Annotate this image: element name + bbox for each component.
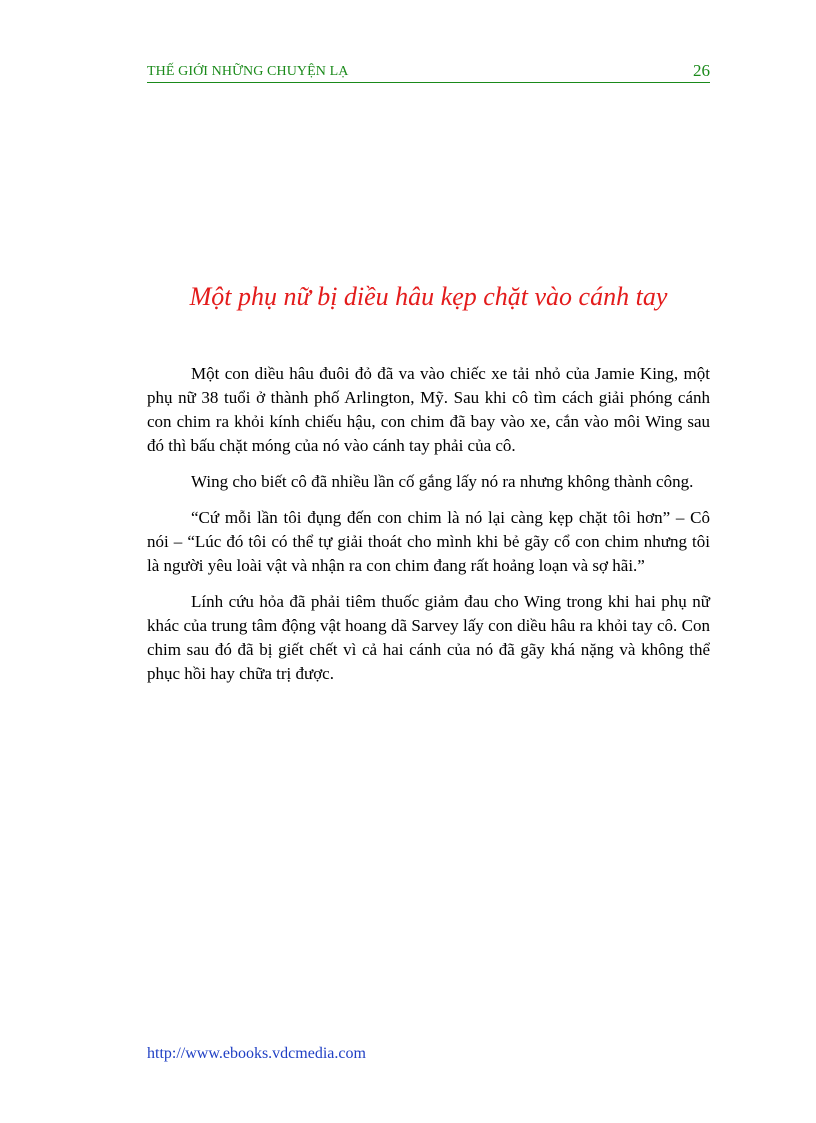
header-title: THẾ GIỚI NHỮNG CHUYỆN LẠ <box>147 64 349 79</box>
running-header <box>147 62 710 83</box>
article-title: Một phụ nữ bị diều hâu kẹp chặt vào cánh tay <box>189 282 668 311</box>
paragraph: Wing cho biết cô đã nhiều lần cố gắng lấy nó ra nhưng không thành công. <box>191 472 694 491</box>
paragraph: Một con diều hâu đuôi đỏ đã va vào chiếc xe tải nhỏ của Jamie King, một phụ nữ 38 tuổi ở thành phố Arlington, Mỹ. Sau khi cô tìm cách giải phóng cánh con chim ra khỏi kính chiếu hậu, con chim đã bay vào xe, cắn vào môi Wing sau đó thì bấu chặt móng của nó vào cánh tay phải của cô. <box>147 364 710 455</box>
footer-link[interactable]: http://www.ebooks.vdcmedia.com <box>147 1045 366 1062</box>
page-number: 26 <box>693 61 710 80</box>
article-body <box>147 362 710 698</box>
paragraph: Lính cứu hỏa đã phải tiêm thuốc giảm đau cho Wing trong khi hai phụ nữ khác của trung tâm động vật hoang dã Sarvey lấy con diều hâu ra khỏi tay cô. Con chim sau đó đã bị giết chết vì cả hai cánh của nó đã gãy khá nặng và không thể phục hồi hay chữa trị được. <box>147 592 710 683</box>
paragraph: “Cứ mỗi lần tôi đụng đến con chim là nó lại càng kẹp chặt tôi hơn” – Cô nói – “Lúc đó tôi có thể tự giải thoát cho mình khi bẻ gãy cổ con chim nhưng tôi là người yêu loài vật và nhận ra con chim đang rất hoảng loạn và sợ hãi.” <box>147 508 710 575</box>
